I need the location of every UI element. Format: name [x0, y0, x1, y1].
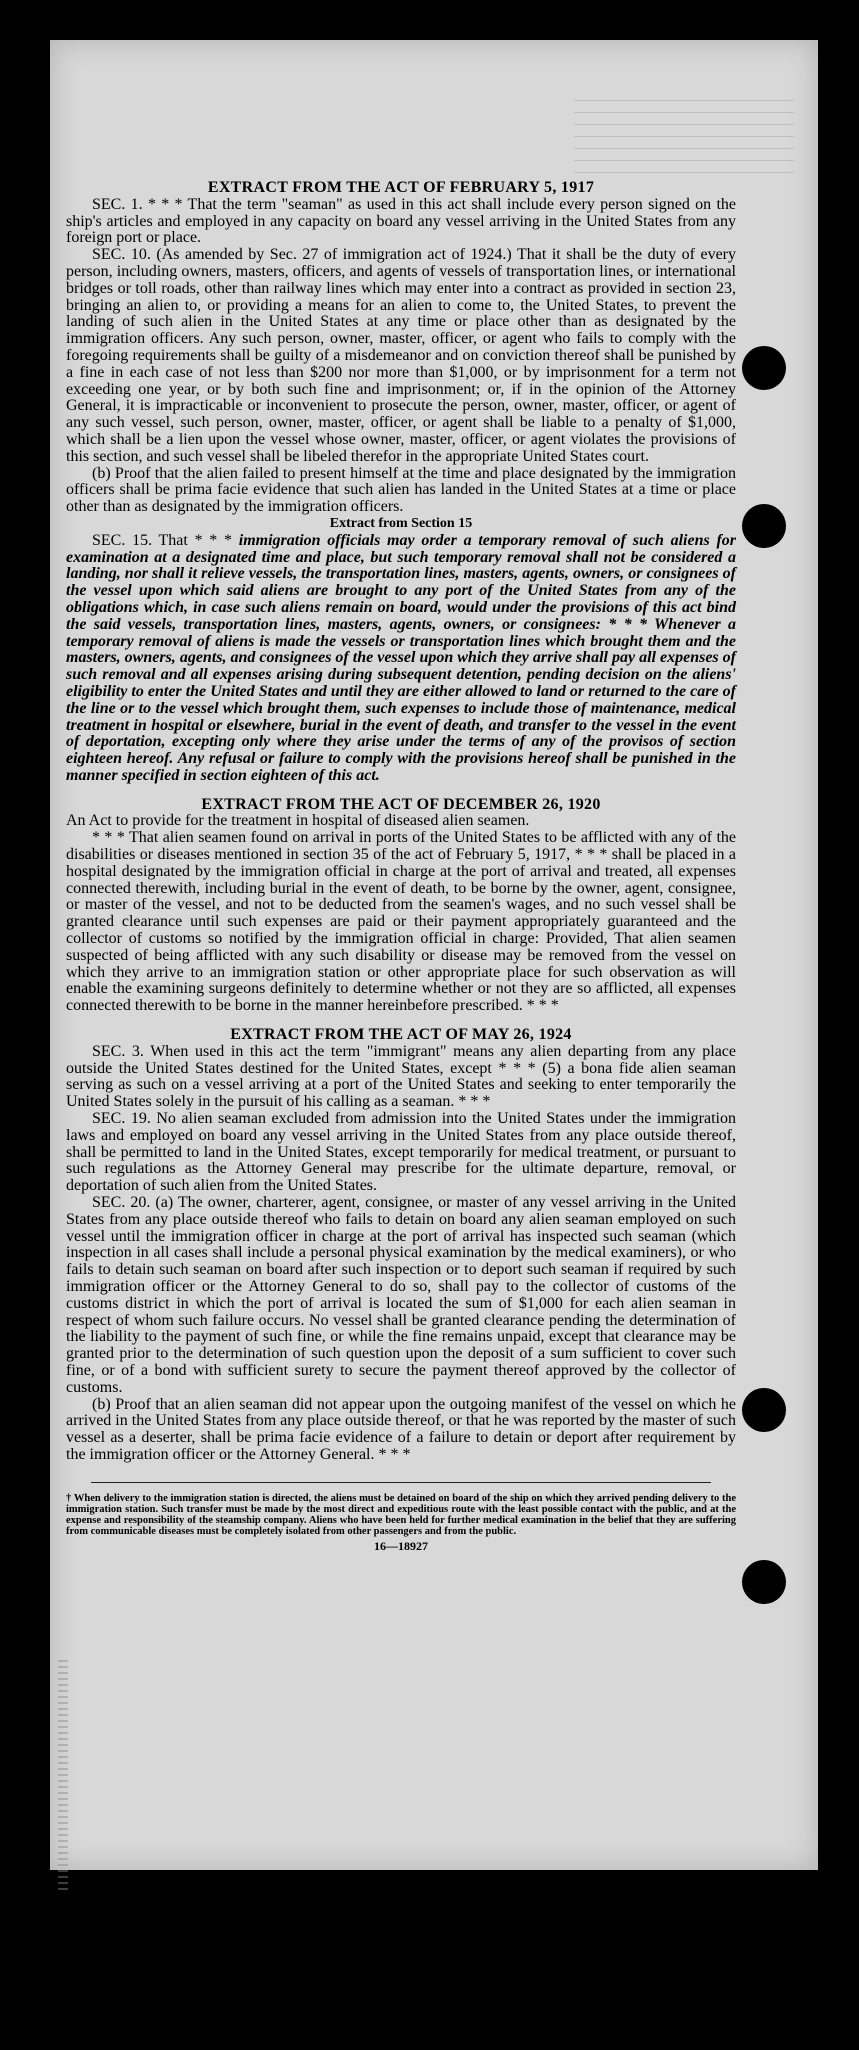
bleed-through-text	[574, 100, 794, 180]
footnote: † When delivery to the immigration station is directed, the aliens must be detained on board of the ship on which they arrived pending delivery to the immigration station. Such transfer must be made by the most direct and expeditious route with the least possible contact with the public, and at the expense and responsibility of the steamship company. Aliens who have been held for further medical examination in the belief that they are suffering from communicable diseases must be completely isolated from other passengers and from the public.	[66, 1492, 736, 1538]
heading-act-1924: EXTRACT FROM THE ACT OF MAY 26, 1924	[230, 1026, 572, 1044]
section-19-paragraph: SEC. 19. No alien seaman excluded from admission into the United States under the immigration laws and employed on board any vessel arriving in the United States from any place outside thereof, shall be permitted to land in the United States, except temporarily for medical treatment, or pursuant to such regulations as the Attorney General may prescribe for the ultimate departure, removal, or deportation of such alien from the United States.	[66, 1110, 736, 1195]
document-text	[66, 180, 736, 1554]
section-1-paragraph: SEC. 1. * * * That the term "seaman" as used in this act shall include every person signed on the ship's articles and employed in any capacity on board any vessel arriving in the United States from any foreign port or place.	[66, 195, 736, 247]
footnote-divider	[91, 1482, 711, 1483]
punch-hole-2	[742, 504, 786, 548]
section-20b-paragraph: (b) Proof that an alien seaman did not appear upon the outgoing manifest of the vessel on which he arrived in the United States from any place outside thereof, or that he was reported by the master of such vessel as a deserter, shall be prima facie evidence of a failure to detain or deport after requirement by the immigration officer or the Attorney General. * * *	[66, 1395, 736, 1463]
heading-section-15: Extract from Section 15	[329, 515, 473, 531]
heading-act-1917: EXTRACT FROM THE ACT OF FEBRUARY 5, 1917	[207, 179, 595, 196]
section-15-italic: immigration officials may order a temporary removal of such aliens for examination at a designated time and place, but such temporary removal shall not be considered a landing, nor shall it relieve vessels, the transportation lines, masters, agents, owners, or consignees of the vessel upon which said aliens are brought to any port of the United States from any of the obligations which, in case such aliens remain on board, would under the provisions of this act bind the said vessels, transportation lines, masters, agents, owners, or consignees: * * * Whenever a temporary removal of aliens is made the vessels or transportation lines which brought them and the masters, owners, agents, and consignees of the vessel upon which they arrive shall pay all expenses of such removal and all expenses arising during subsequent detention, pending decision on the aliens' eligibility to enter the United States and until they are either allowed to land or returned to the care of the line or to the vessel which brought them, such expenses to include those of maintenance, medical treatment in hospital or elsewhere, burial in the event of death, and transfer to the vessel in the event of deportation, excepting only where they arise under the terms of any of the provisos of section eighteen hereof. Any refusal or failure to comply with the provisions hereof shall be punished in the manner specified in section eighteen of this act.	[66, 531, 737, 784]
act-1920-paragraph: * * * That alien seamen found on arrival in ports of the United States to be afflicted with any of the disabilities or diseases mentioned in section 35 of the act of February 5, 1917, * * * shall be placed in a hospital designated by the immigration official in charge at the port of arrival and treated, all expenses connected therewith, including burial in the event of death, to be borne by the owner, agent, consignee, or master of the vessel, and not to be deducted from the seamen's wages, and no such vessel shall be granted clearance until such expenses are paid or their payment appropriately guaranteed and the collector of customs so notified by the immigration official in charge: Provided, That alien seamen suspected of being afflicted with any such disability or disease may be removed from the vessel on which they arrive to an immigration station or other appropriate place for such observation as will enable the examining surgeons definitely to determine whether or not they are so afflicted, all expenses connected therewith to be borne in the manner hereinbefore prescribed. * * *	[66, 829, 736, 1015]
heading-act-1920: EXTRACT FROM THE ACT OF DECEMBER 26, 1920	[201, 795, 601, 813]
section-15-lead: SEC. 15. That * * *	[92, 531, 239, 549]
print-code: 16—18927	[374, 1538, 428, 1553]
punch-hole-4	[742, 1560, 786, 1604]
section-20a-paragraph: SEC. 20. (a) The owner, charterer, agent, consignee, or master of any vessel arriving in the United States from any place outside thereof who fails to detain on board any alien seaman employed on such vessel until the immigration officer in charge at the port of arrival has inspected such seaman (which inspection in all cases shall include a personal physical examination by the medical examiners), or who fails to detain such seaman on board after such inspection or to deport such seaman if required by such immigration officer or the Attorney General to do so, shall pay to the collector of customs of the customs district in which the port of arrival is located the sum of $1,000 for each alien seaman in respect of whom such failure occurs. No vessel shall be granted clearance pending the determination of the liability to the payment of such fine, or while the fine remains unpaid, except that clearance may be granted prior to the determination of such question upon the deposit of a sum sufficient to cover such fine, or of a bond with sufficient surety to secure the payment thereof approved by the collector of customs.	[66, 1194, 736, 1396]
section-15-paragraph	[66, 533, 736, 785]
edge-stamp-marks	[58, 1660, 68, 1890]
section-10b-paragraph: (b) Proof that the alien failed to present himself at the time and place designated by the immigration officers shall be prima facie evidence that such alien has landed in the United States at a time or place other than as designated by the immigration officers.	[66, 464, 736, 516]
punch-hole-1	[742, 346, 786, 390]
act-1920-title: An Act to provide for the treatment in hospital of diseased alien seamen.	[66, 812, 530, 830]
punch-hole-3	[742, 1388, 786, 1432]
section-3-paragraph: SEC. 3. When used in this act the term "immigrant" means any alien departing from any place outside the United States destined for the United States, except * * * (5) a bona fide alien seaman serving as such on a vessel arriving at a port of the United States and seeking to enter temporarily the United States solely in the pursuit of his calling as a seaman. * * *	[66, 1042, 736, 1111]
section-10-paragraph: SEC. 10. (As amended by Sec. 27 of immigration act of 1924.) That it shall be the duty of every person, including owners, masters, officers, and agents of vessels of transportation lines, or international bridges or toll roads, other than railway lines which may enter into a contract as provided in section 23, bringing an alien to, or providing a means for an alien to come to, the United States, to prevent the landing of such alien in the United States at any time or place other than as designated by the immigration officers. Any such person, owner, master, officer, or agent who fails to comply with the foregoing requirements shall be guilty of a misdemeanor and on conviction thereof shall be punished by a fine in each case of not less than $200 nor more than $1,000, or by imprisonment for a term not exceeding one year, or by both such fine and imprisonment; or, if in the opinion of the Attorney General, it is impracticable or inconvenient to prosecute the person, owner, master, officer, or agent of any such vessel, such person, owner, master, officer, or agent shall be liable to a penalty of $1,000, which shall be a lien upon the vessel whose owner, master, officer, or agent violates the provisions of this section, and such vessel shall be libeled therefor in the appropriate United States court.	[66, 246, 736, 465]
